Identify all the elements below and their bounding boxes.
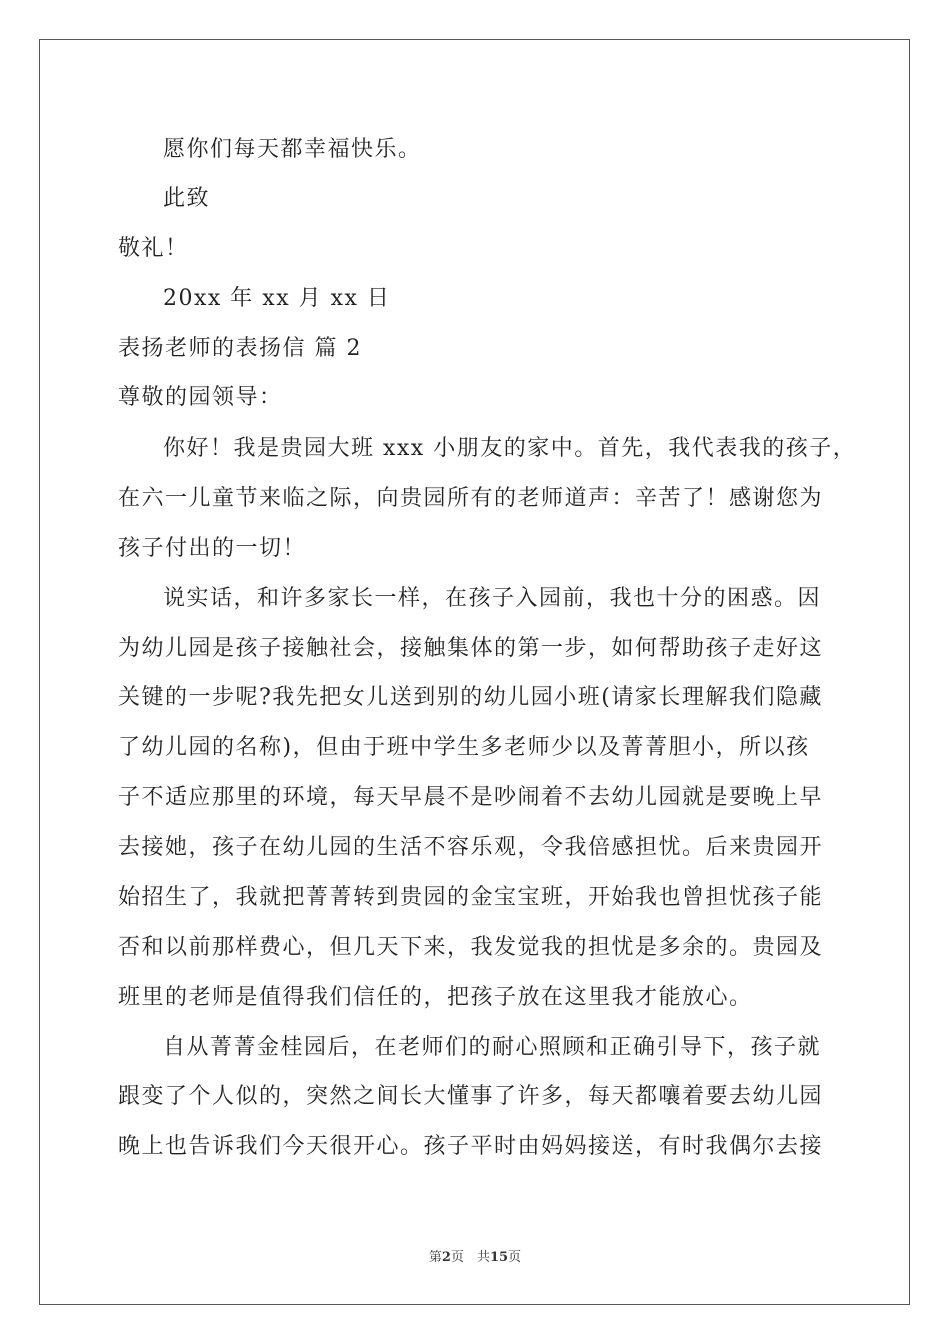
current-page-number: 2 <box>441 1250 451 1265</box>
paragraph-line: 班里的老师是值得我们信任的，把孩子放在这里我才能放心。 <box>118 985 753 1010</box>
page-number-footer <box>0 1246 950 1265</box>
paragraph-line: 晚上也告诉我们今天很开心。孩子平时由妈妈接送，有时我偶尔去接 <box>118 1134 824 1159</box>
paragraph-line: 了幼儿园的名称)，但由于班中学生多老师少以及菁菁胆小，所以孩 <box>118 735 810 760</box>
paragraph-line: 为幼儿园是孩子接触社会，接触集体的第一步，如何帮助孩子走好这 <box>118 636 824 661</box>
page-prefix: 第 <box>428 1250 442 1265</box>
paragraph-line: 自从菁菁金桂园后，在老师们的耐心照顾和正确引导下，孩子就 <box>163 1035 822 1060</box>
greeting: 尊敬的园领导： <box>118 385 283 410</box>
page-frame <box>39 39 910 1305</box>
paragraph-line: 否和以前那样费心，但几天下来，我发觉我的担忧是多余的。贵园及 <box>118 935 824 960</box>
paragraph-line: 跟变了个人似的，突然之间长大懂事了许多，每天都嚷着要去幼儿园 <box>118 1084 824 1109</box>
paragraph-line: 关键的一步呢?我先把女儿送到别的幼儿园小班(请家长理解我们隐藏 <box>118 685 823 710</box>
closing-wish: 愿你们每天都幸福快乐。 <box>163 137 422 162</box>
letter-date: 20xx 年 xx 月 xx 日 <box>163 286 391 311</box>
section-title: 表扬老师的表扬信 篇 2 <box>118 336 362 361</box>
total-page-count: 15 <box>489 1250 509 1265</box>
closing-salutation-2: 敬礼！ <box>118 236 189 261</box>
paragraph-line: 子不适应那里的环境，每天早晨不是吵闹着不去幼儿园就是要晚上早 <box>118 785 824 810</box>
closing-salutation-1: 此致 <box>163 186 211 211</box>
paragraph-line: 在六一儿童节来临之际，向贵园所有的老师道声：辛苦了！感谢您为 <box>118 486 824 511</box>
paragraph-line: 你好！我是贵园大班 xxx 小朋友的家中。首先，我代表我的孩子， <box>163 436 857 461</box>
paragraph-line: 去接她，孩子在幼儿园的生活不容乐观，令我倍感担忧。后来贵园开 <box>118 835 824 860</box>
page-mid: 页 共 <box>450 1250 490 1265</box>
paragraph-line: 说实话，和许多家长一样，在孩子入园前，我也十分的困惑。因 <box>163 586 822 611</box>
page-suffix: 页 <box>508 1250 522 1265</box>
paragraph-line: 始招生了，我就把菁菁转到贵园的金宝宝班，开始我也曾担忧孩子能 <box>118 885 824 910</box>
paragraph-line: 孩子付出的一切！ <box>118 536 307 561</box>
